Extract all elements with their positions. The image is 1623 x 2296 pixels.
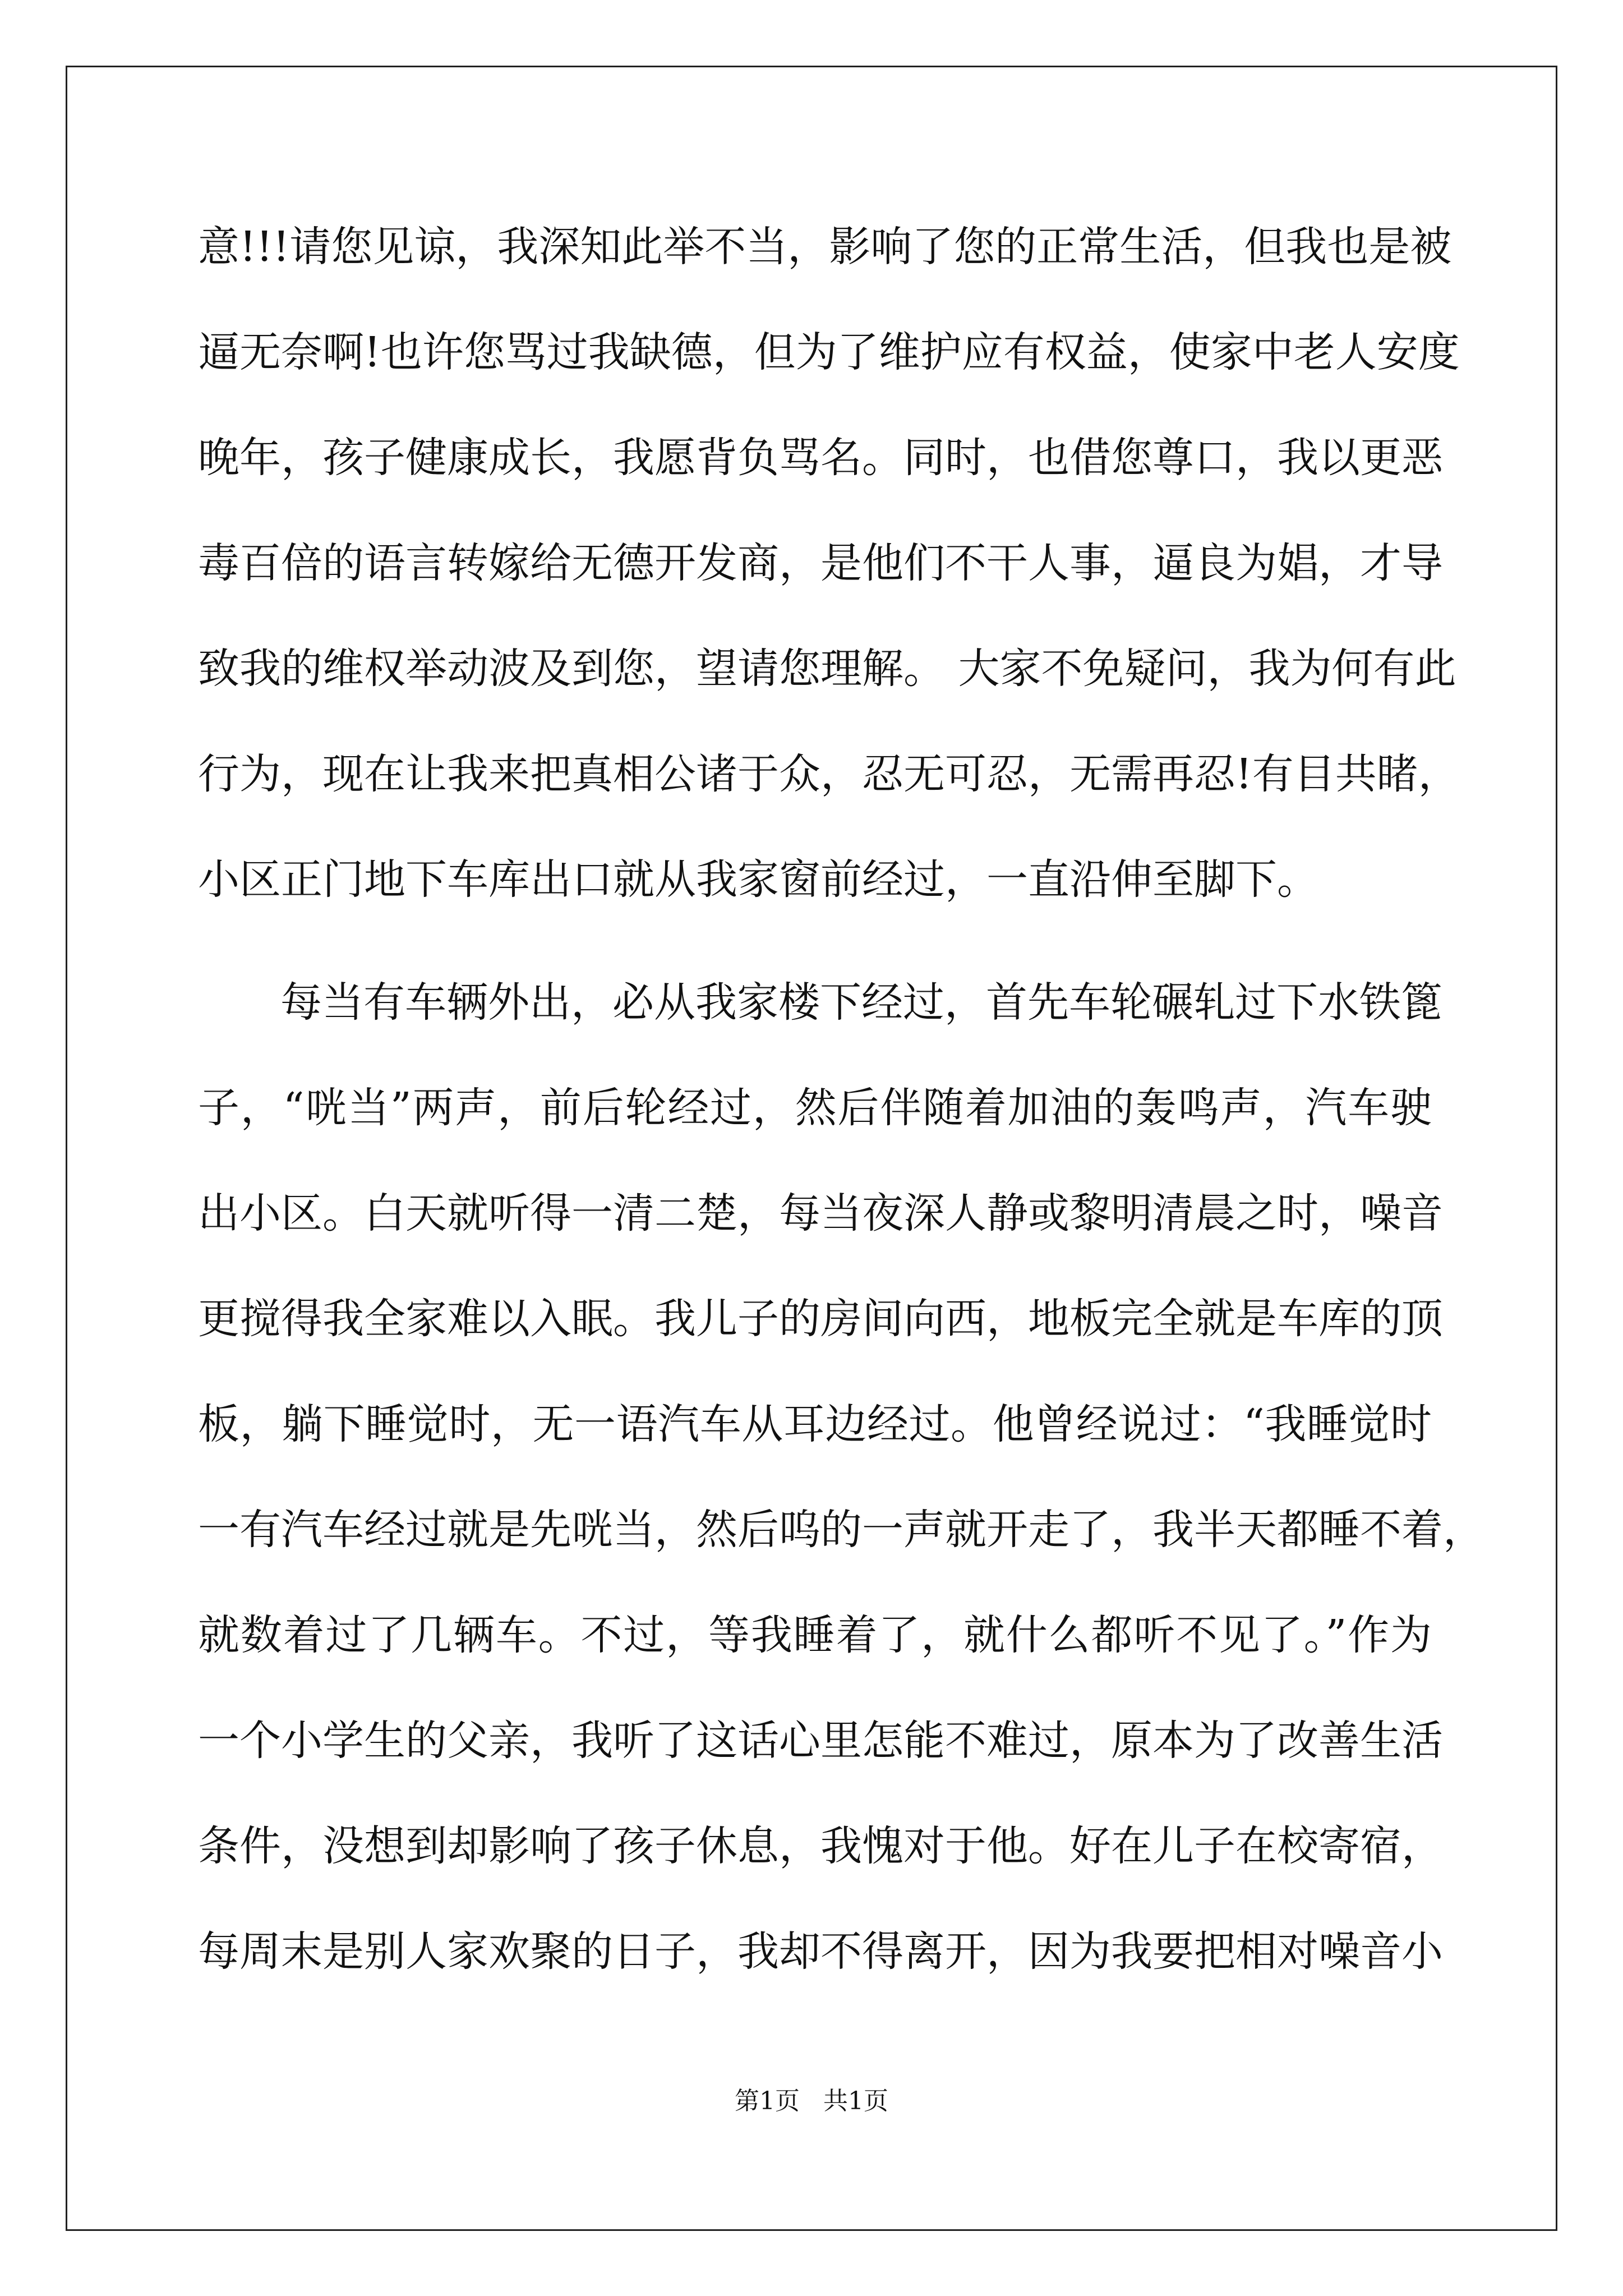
page-footer: 第1页 共1页 xyxy=(735,2087,888,2115)
text-line: 一个小学生的父亲，我听了这话心里怎能不难过，原本为了改善生活 xyxy=(198,1717,1443,1765)
text-line: 逼无奈啊!也许您骂过我缺德，但为了维护应有权益，使家中老人安度 xyxy=(198,328,1460,376)
text-line: 板，躺下睡觉时，无一语汽车从耳边经过。他曾经说过：“我睡觉时 xyxy=(198,1400,1432,1448)
text-line: 意!!!请您见谅，我深知此举不当，影响了您的正常生活，但我也是被 xyxy=(198,223,1452,271)
text-line: 更搅得我全家难以入眠。我儿子的房间向西，地板完全就是车库的顶 xyxy=(198,1295,1443,1343)
text-line: 一有汽车经过就是先咣当，然后呜的一声就开走了，我半天都睡不着， xyxy=(198,1506,1484,1554)
page-border xyxy=(66,66,1557,2231)
text-line: 行为，现在让我来把真相公诸于众，忍无可忍，无需再忍!有目共睹， xyxy=(198,750,1460,798)
text-line: 每周末是别人家欢聚的日子，我却不得离开，因为我要把相对噪音小 xyxy=(198,1927,1443,1976)
text-line: 子，“咣当”两声，前后轮经过，然后伴随着加油的轰鸣声，汽车驶 xyxy=(198,1084,1432,1132)
text-line: 就数着过了几辆车。不过，等我睡着了，就什么都听不见了。”作为 xyxy=(198,1611,1432,1659)
text-line: 晚年，孩子健康成长，我愿背负骂名。同时，也借您尊口，我以更恶 xyxy=(198,434,1443,482)
paragraph-first-line: 每当有车辆外出，必从我家楼下经过，首先车轮碾轧过下水铁篦 xyxy=(280,978,1442,1027)
text-line: 条件，没想到却影响了孩子休息，我愧对于他。好在儿子在校寄宿， xyxy=(198,1822,1443,1870)
text-line: 致我的维权举动波及到您，望请您理解。 大家不免疑问，我为何有此 xyxy=(198,645,1456,693)
text-line: 小区正门地下车库出口就从我家窗前经过，一直沿伸至脚下。 xyxy=(198,855,1318,904)
text-line: 毒百倍的语言转嫁给无德开发商，是他们不干人事，逼良为娼，才导 xyxy=(198,539,1443,587)
text-line: 出小区。白天就听得一清二楚，每当夜深人静或黎明清晨之时，噪音 xyxy=(198,1189,1443,1237)
